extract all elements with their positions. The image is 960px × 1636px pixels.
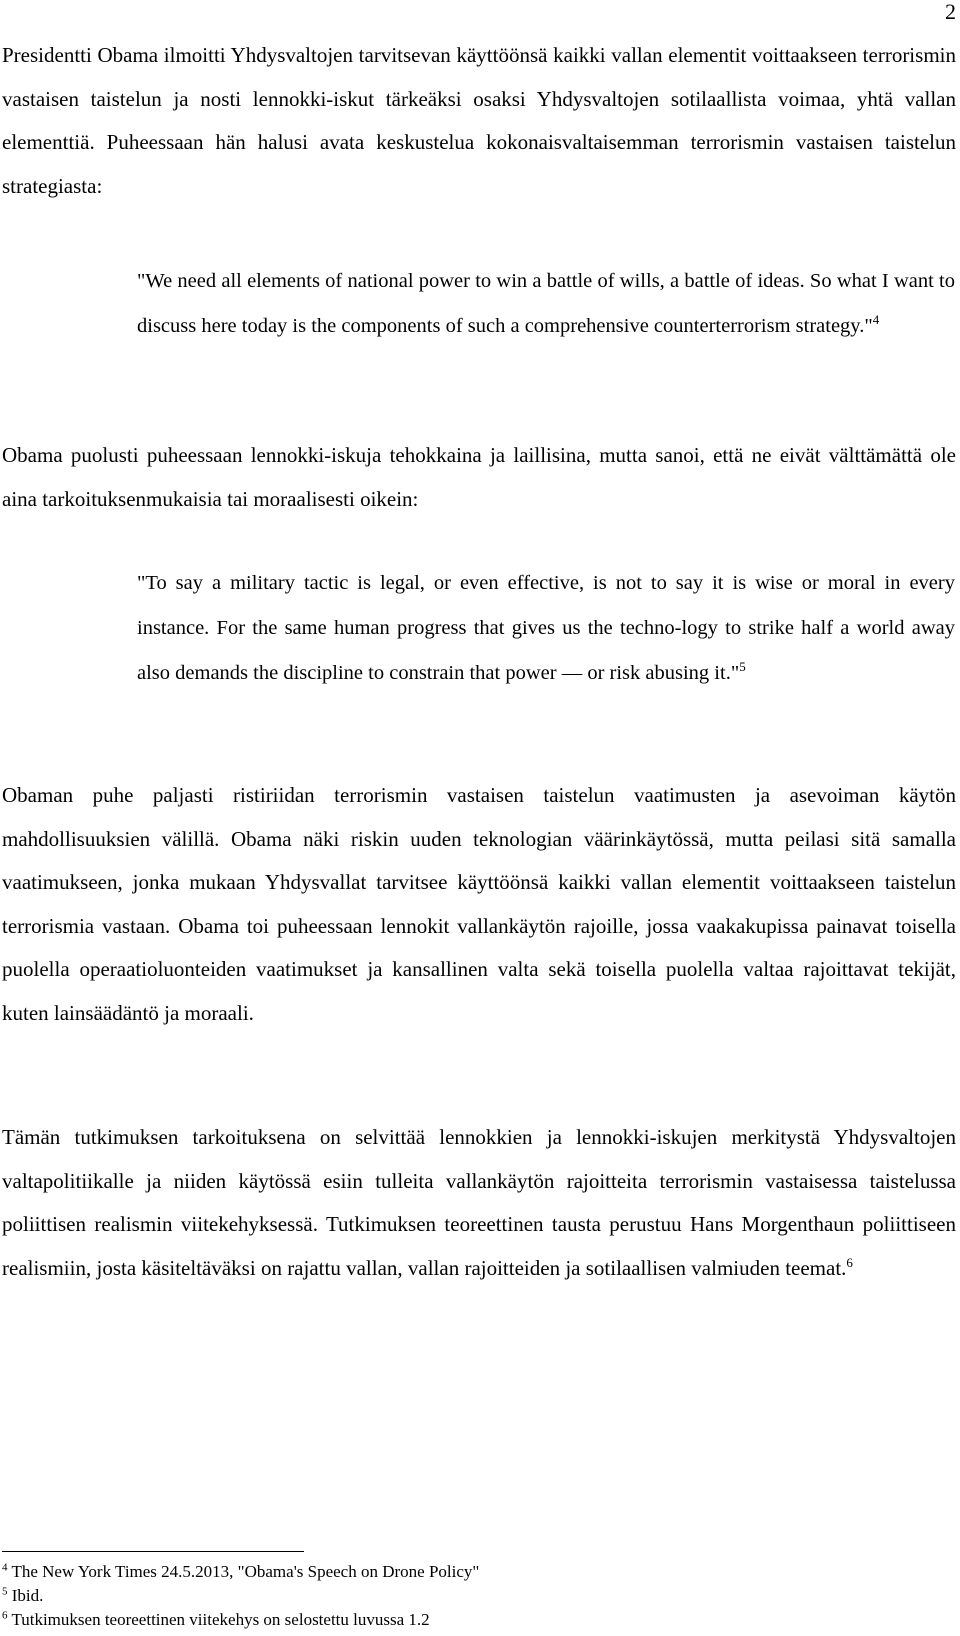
footnote-number: 4 xyxy=(2,1561,8,1574)
footnote-text: Tutkimuksen teoreettinen viitekehys on selostettu luvussa 1.2 xyxy=(11,1610,430,1629)
block-quote-strategy xyxy=(137,259,955,349)
quote-text: "To say a military tactic is legal, or even effective, is not to say it is wise or moral in every instance. For the same human progress that gives us the techno-logy to strike half a world away also demands the discipline to constrain that power — or risk abusing it." xyxy=(137,572,955,684)
paragraph-purpose xyxy=(2,1116,956,1290)
footnote-ref: 6 xyxy=(846,1254,853,1270)
footnote-number: 6 xyxy=(2,1609,8,1622)
footnote-text: The New York Times 24.5.2013, "Obama's Speech on Drone Policy" xyxy=(11,1562,480,1581)
paragraph-contradiction xyxy=(2,774,956,1035)
paragraph-text: Presidentti Obama ilmoitti Yhdysvaltojen tarvitsevan käyttöönsä kaikki vallan elementit voittaakseen terrorismin vastaisen taistelun ja nosti lennokki-iskut tärkeäksi osaksi Yhdysvaltojen sotilaallista voimaa, yhtä vallan elementtiä. Puheessaan hän halusi avata keskustelua kokonaisvaltaisemman terrorismin vastaisen taistelun strategiasta: xyxy=(2,43,956,198)
footnote-item xyxy=(2,1562,479,1582)
footnote-ref: 5 xyxy=(739,659,746,675)
paragraph-defence xyxy=(2,434,956,521)
footnote-text: Ibid. xyxy=(11,1586,44,1605)
footnote-item xyxy=(2,1610,430,1630)
footnote-item xyxy=(2,1586,43,1606)
quote-text: "We need all elements of national power to win a battle of wills, a battle of ideas. So what I want to discuss here today is the components of such a comprehensive counterterrorism strategy." xyxy=(137,270,955,337)
footnote-number: 5 xyxy=(2,1585,8,1598)
paragraph-intro xyxy=(2,34,956,208)
paragraph-text: Obama puolusti puheessaan lennokki-iskuja tehokkaina ja laillisina, mutta sanoi, että ne eivät välttämättä ole aina tarkoituksenmukaisia tai moraalisesti oikein: xyxy=(2,443,956,511)
footnote-separator xyxy=(2,1551,304,1552)
paragraph-text: Obaman puhe paljasti ristiriidan terrorismin vastaisen taistelun vaatimusten ja asevoiman käytön mahdollisuuksien välillä. Obama näki riskin uuden teknologian väärinkäytössä, mutta peilasi sitä samalla vaatimukseen, jonka mukaan Yhdysvallat tarvitsee käyttöönsä kaikki vallan elementit voittaakseen taistelun terrorismia vastaan. Obama toi puheessaan lennokit vallankäytön rajoille, jossa vaakakupissa painavat toisella puolella operaatioluonteiden vaatimukset ja kansallinen valta sekä toisella puolella valtaa rajoittavat tekijät, kuten lainsäädäntö ja moraali. xyxy=(2,783,956,1025)
footnote-ref: 4 xyxy=(872,312,880,328)
page-number: 2 xyxy=(945,0,956,24)
block-quote-morality xyxy=(137,561,955,696)
paragraph-text: Tämän tutkimuksen tarkoituksena on selvittää lennokkien ja lennokki-iskujen merkitystä Yhdysvaltojen valtapolitiikalle ja niiden käytössä esiin tulleita vallankäytön rajoitteita terrorismin vastaisessa taistelussa poliittisen realismin viitekehyksessä. Tutkimuksen teoreettinen tausta perustuu Hans Morgenthaun poliittiseen realismiin, josta käsiteltäväksi on rajattu vallan, vallan rajoitteiden ja sotilaallisen valmiuden teemat. xyxy=(2,1125,956,1280)
